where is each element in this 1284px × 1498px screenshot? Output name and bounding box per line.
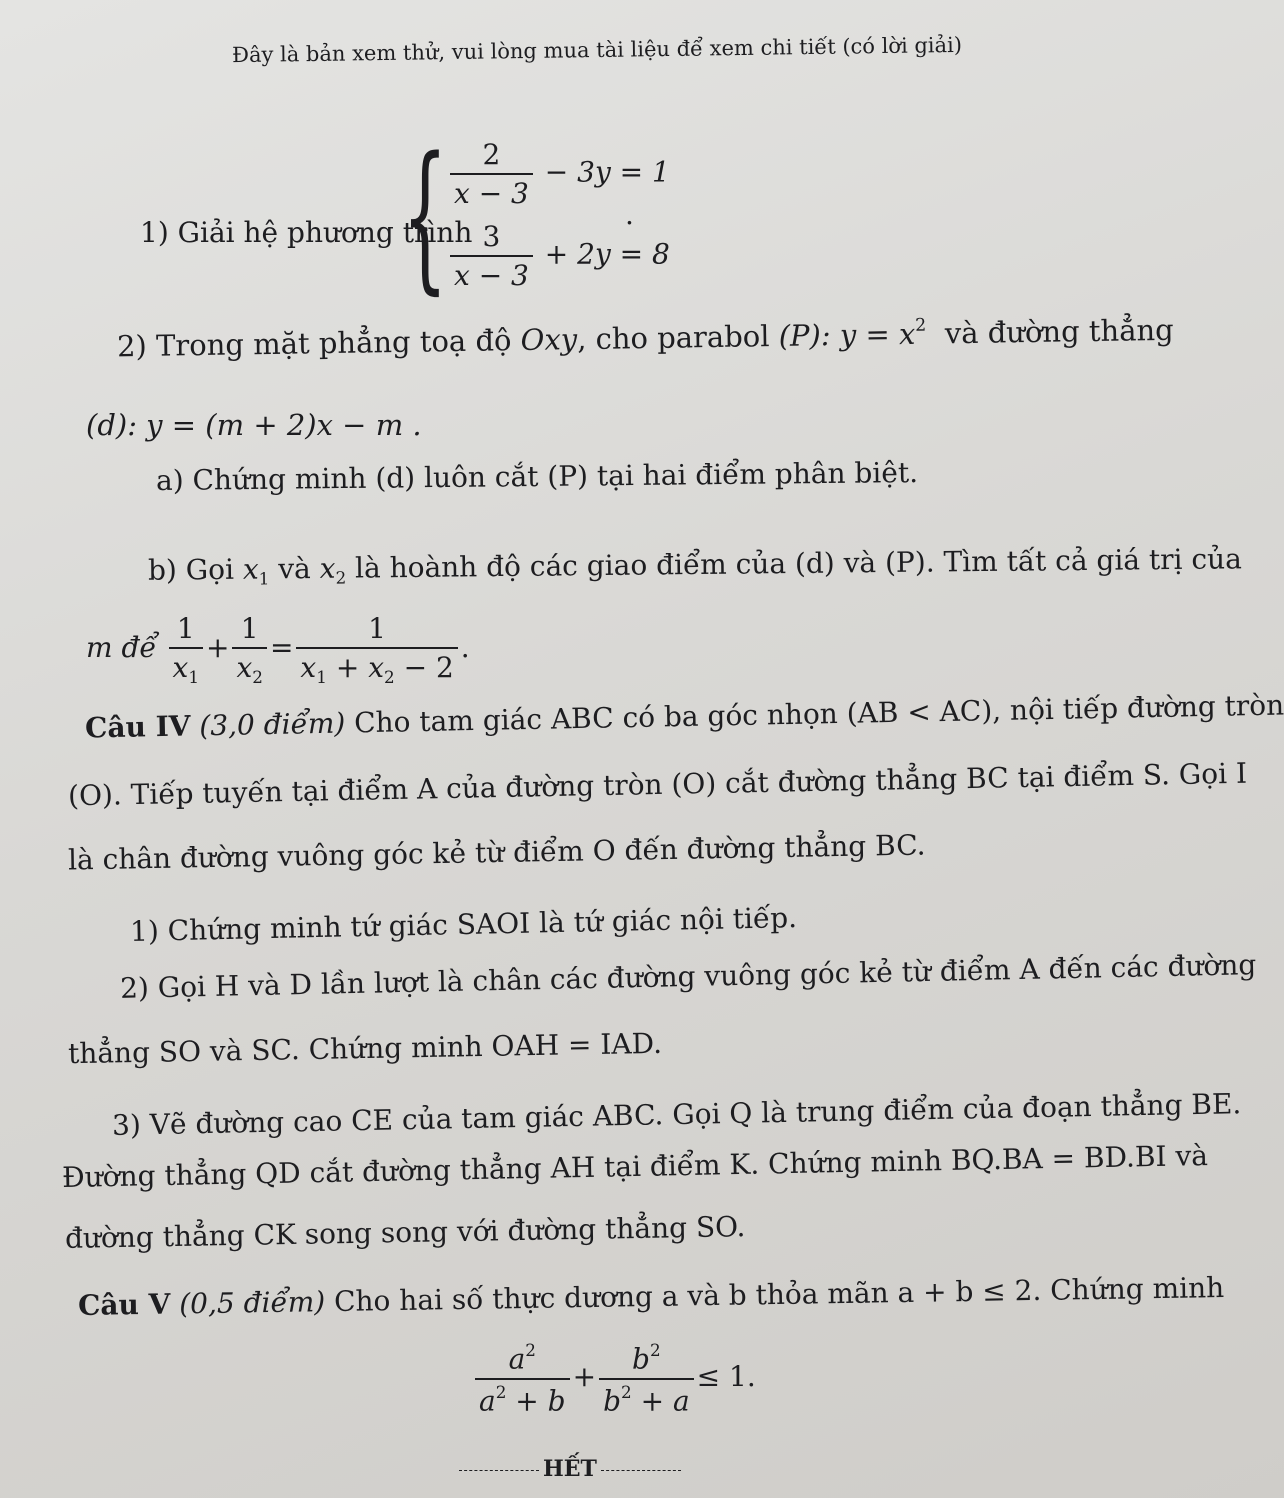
q4-line-2: (O). Tiếp tuyến tại điểm A của đường tròn (O) cắt đường thẳng BC tại điểm S. Gọi I bbox=[67, 756, 1248, 813]
q2-part-b: b) Gọi $x_1$ và $x_2$ là hoành độ các giao điểm của (d) và (P). Tìm tất cả giá trị của bbox=[147, 542, 1242, 589]
preview-header: Đây là bản xem thử, vui lòng mua tài liệu để xem chi tiết (có lời giải) bbox=[231, 32, 963, 68]
q4-part-3c: đường thẳng CK song song với đường thẳng SO. bbox=[64, 1210, 746, 1255]
q1-equation-2: $\frac{3}{x - 3}$ + 2y = 8 bbox=[447, 220, 670, 292]
q2-line-1: 2) Trong mặt phẳng toạ độ Oxy, cho parabol (P): $y = x^2$ và đường thẳng bbox=[116, 312, 1174, 364]
divider bbox=[459, 1470, 539, 1471]
q1-label: 1) Giải hệ phương trình bbox=[140, 216, 473, 249]
q4-part-2a: 2) Gọi H và D lần lượt là chân các đường vuông góc kẻ từ điểm A đến các đường bbox=[119, 948, 1257, 1005]
q2-line-2: (d): y = (m + 2)x − m . bbox=[86, 408, 422, 442]
q1-equation-1: $\frac{2}{x - 3}$ − 3y = 1 bbox=[447, 138, 670, 210]
q4-part-1: 1) Chứng minh tứ giác SAOI là tứ giác nội tiếp. bbox=[129, 901, 798, 948]
q2-condition: m để $\frac{1}{x_1}$ + $\frac{1}{x_2}$ = $\frac{1}{x_1 + x_2 - 2}$ . bbox=[86, 612, 470, 687]
q4-line-3: là chân đường vuông góc kẻ từ điểm O đến đường thẳng BC. bbox=[67, 828, 926, 877]
q5-line: Câu V (0,5 điểm) Cho hai số thực dương a và b thỏa mãn a + b ≤ 2. Chứng minh bbox=[77, 1271, 1225, 1322]
divider bbox=[601, 1470, 681, 1471]
q1-end: . bbox=[625, 198, 634, 231]
q4-part-3a: 3) Vẽ đường cao CE của tam giác ABC. Gọi Q là trung điểm của đoạn thẳng BE. bbox=[111, 1087, 1242, 1142]
q4-part-2b: thẳng SO và SC. Chứng minh OAH = IAD. bbox=[67, 1026, 663, 1071]
end-footer: HẾT bbox=[455, 1456, 685, 1482]
q4-part-3b: Đường thẳng QD cắt đường thẳng AH tại điểm K. Chứng minh BQ.BA = BD.BI và bbox=[61, 1139, 1209, 1194]
q5-inequality: $\frac{a^2}{a^2 + b}$ + $\frac{b^2}{b^2 + a}$ ≤ 1. bbox=[472, 1340, 756, 1417]
q4-line-1: Câu IV (3,0 điểm) Cho tam giác ABC có ba góc nhọn (AB < AC), nội tiếp đường tròn bbox=[84, 688, 1284, 745]
q2-part-a: a) Chứng minh (d) luôn cắt (P) tại hai điểm phân biệt. bbox=[155, 456, 919, 497]
system-brace: { bbox=[402, 122, 448, 309]
